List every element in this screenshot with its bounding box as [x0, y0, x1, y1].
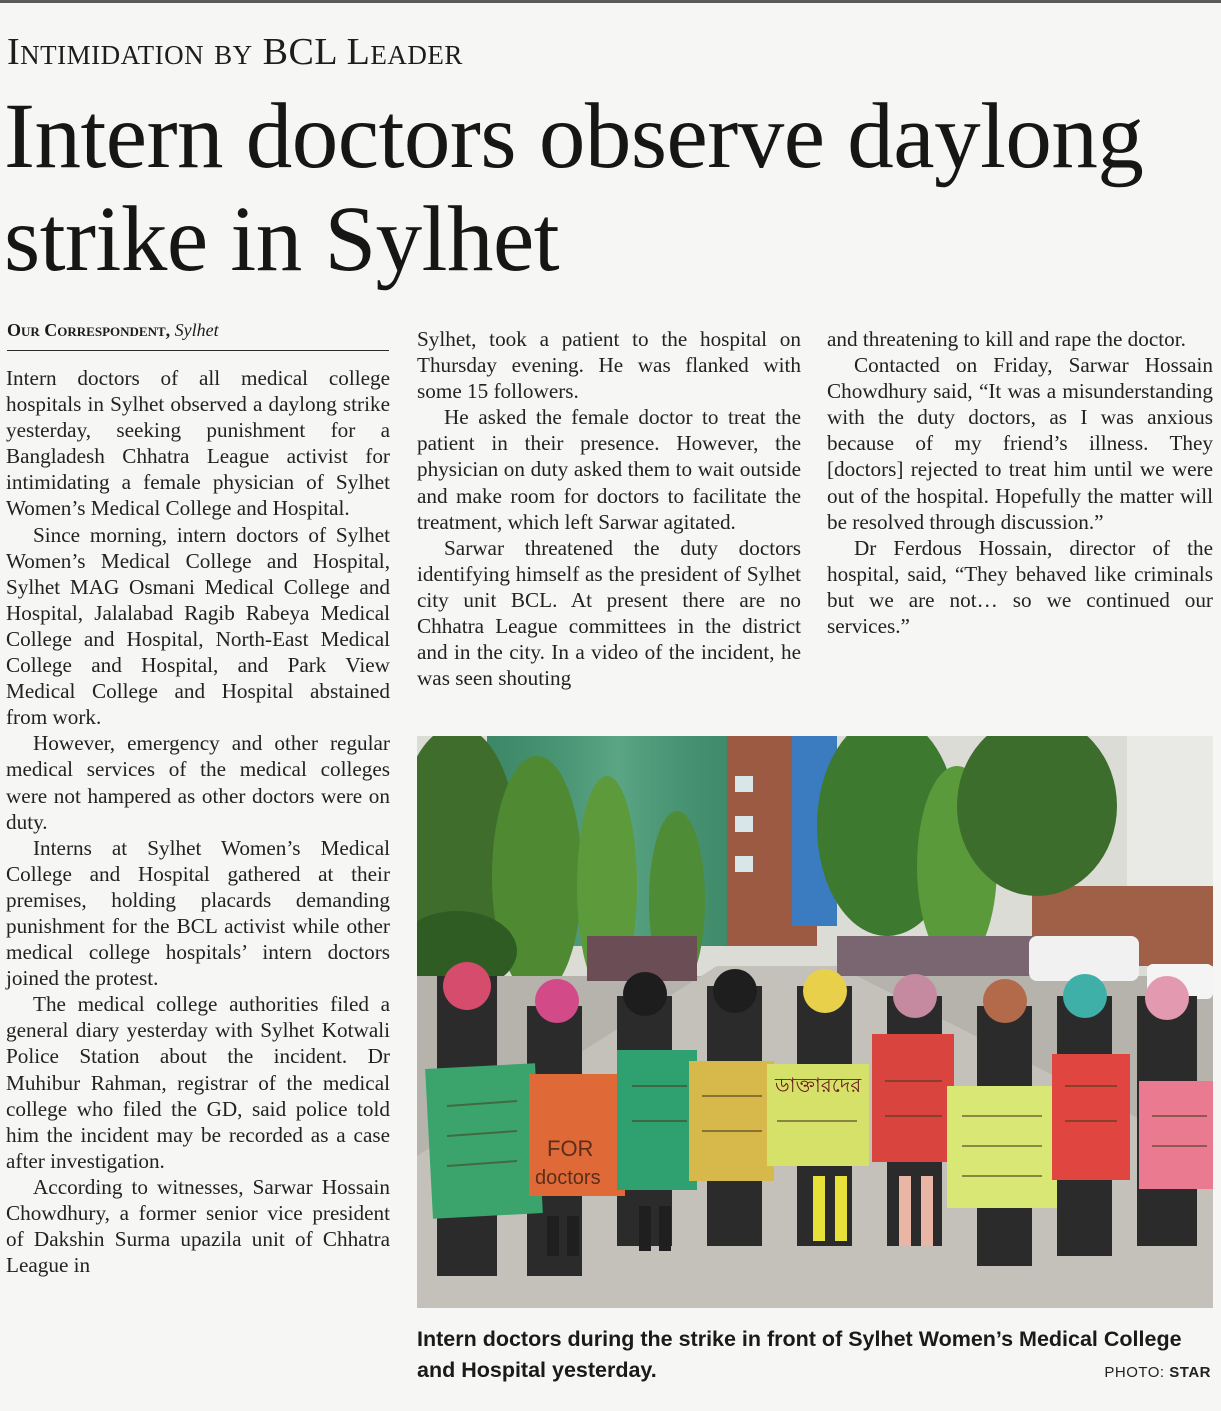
paragraph: Since morning, intern doctors of Sylhet Women’s Medical College and Hospital, Sylhet MAG Osmani Medical College and Hospital, Jalalabad Ragib Rabeya Medical College and Hospital, North-East Medical College and Hospital, and Park View Medical College and Hospital abstained from work. — [6, 522, 390, 730]
text-column-2 — [417, 326, 801, 691]
paragraph: Contacted on Friday, Sarwar Hossain Chowdhury said, “It was a misunderstanding with the duty doctors, as I was anxious because of my friend’s illness. They [doctors] rejected to treat him until we were out of the hospital. Hopefully the matter will be resolved through discussion.” — [827, 353, 1213, 534]
top-rule — [0, 0, 1221, 3]
paragraph: Dr Ferdous Hossain, director of the hospital, said, “They behaved like criminals but we are not… so we continued our services.” — [827, 535, 1213, 639]
photo-credit-source: STAR — [1169, 1364, 1211, 1381]
paragraph: Interns at Sylhet Women’s Medical College and Hospital gathered at their premises, holding placards demanding punishment for the BCL activist while other medical college hospitals’ intern doctors joined the protest. — [6, 835, 390, 991]
paragraph: However, emergency and other regular medical services of the medical colleges were not hampered as other doctors were on duty. — [6, 731, 390, 834]
paragraph: He asked the female doctor to treat the patient in their presence. However, the physician on duty asked them to wait outside and make room for doctors to facilitate the treatment, which left Sarwar agitated. — [417, 405, 801, 534]
photo-credit — [1104, 1364, 1211, 1381]
paragraph: Intern doctors of all medical college hospitals in Sylhet observed a daylong strike yesterday, seeking punishment for a Bangladesh Chhatra League activist for intimidating a female physician of Sylhet Women’s Medical College and Hospital. — [6, 366, 390, 521]
paragraph: The medical college authorities filed a general diary yesterday with Sylhet Kotwali Police Station about the incident. Dr Muhibur Rahman, registrar of the medical college who filed the GD, said police told him the incident may be recorded as a case after investigation. — [6, 992, 390, 1173]
text-column-1 — [6, 365, 390, 1278]
byline — [7, 320, 389, 351]
article-kicker: Intimidation by BCL Leader — [7, 31, 463, 73]
protest-photo-illustration — [417, 736, 1213, 1308]
news-photo — [417, 736, 1213, 1308]
paragraph: According to witnesses, Sarwar Hossain Chowdhury, a former senior vice president of Dakshin Surma upazila unit of Chhatra League in — [6, 1174, 390, 1278]
photo-credit-label: PHOTO: — [1104, 1364, 1165, 1381]
placard-text: FOR — [547, 1136, 594, 1161]
paragraph: Sylhet, took a patient to the hospital on Thursday evening. He was flanked with some 15 followers. — [417, 327, 801, 404]
photo-caption: Intern doctors during the strike in front of Sylhet Women’s Medical College and Hospital yesterday. — [417, 1327, 1182, 1382]
text-column-3 — [827, 326, 1213, 639]
paragraph: Sarwar threatened the duty doctors identifying himself as the president of Sylhet city unit BCL. At present there are no Chhatra League committees in the district and in the city. In a video of the incident, he was seen shouting — [417, 535, 801, 691]
paragraph: and threatening to kill and rape the doctor. — [827, 327, 1186, 351]
placard-text: ডাক্তারদের — [775, 1073, 862, 1097]
placard-text: doctors — [535, 1167, 601, 1189]
byline-correspondent: Our Correspondent, — [7, 320, 171, 340]
byline-location: Sylhet — [174, 320, 219, 340]
article-headline: Intern doctors observe daylong strike in Sylhet — [4, 85, 1144, 291]
